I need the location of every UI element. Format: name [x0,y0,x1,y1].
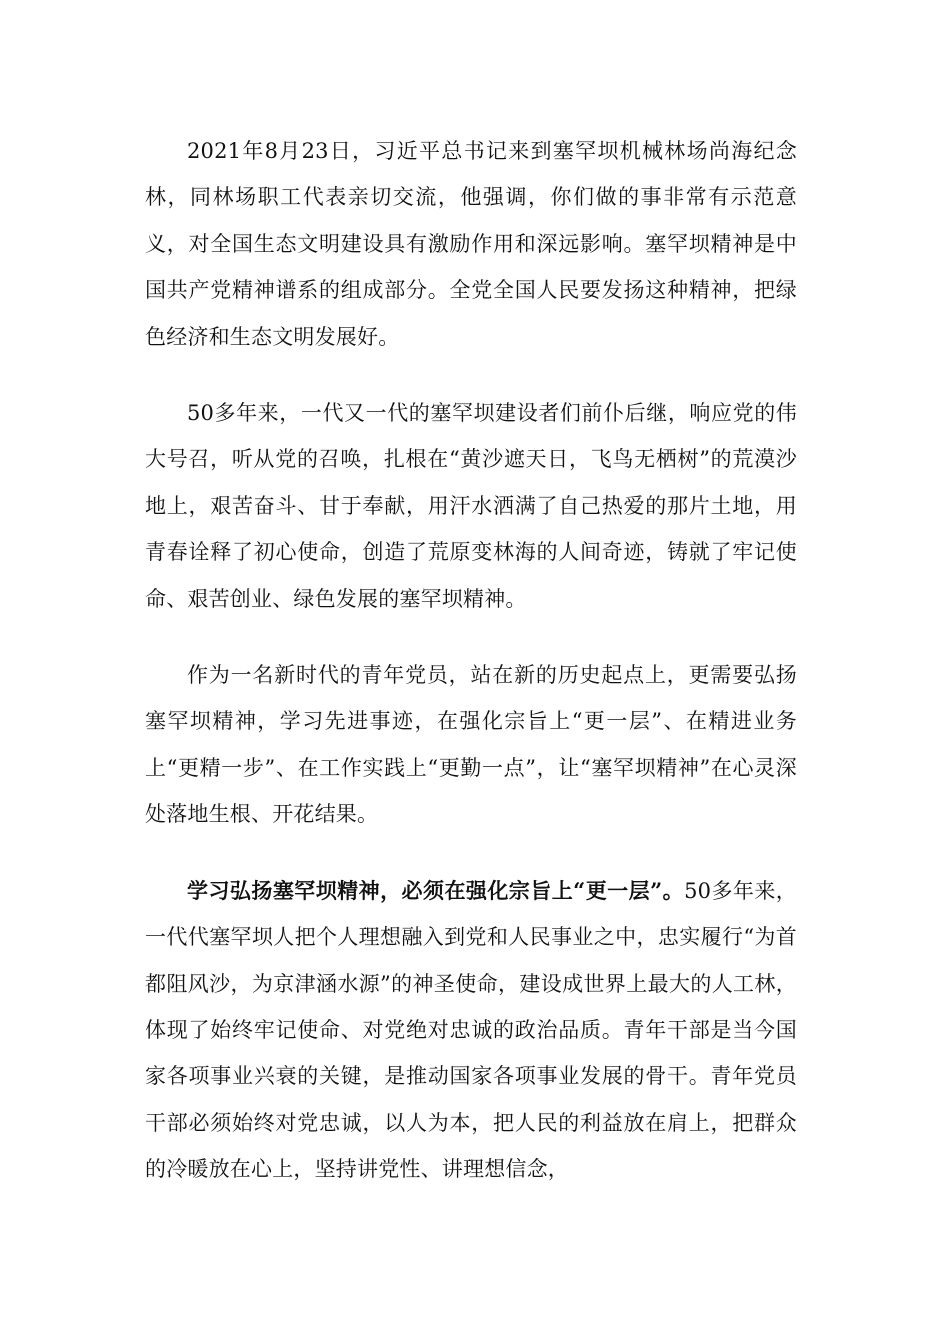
paragraph-4-lead: 学习弘扬塞罕坝精神，必须在强化宗旨上“更一层”。 [187,877,685,903]
document-body [145,128,797,1223]
paragraph-3-text: 作为一名新时代的青年党员，站在新的历史起点上，更需要弘扬塞罕坝精神，学习先进事迹，在强化宗旨上“更一层”、在精进业务上“更精一步”、在工作实践上“更勤一点”，让“塞罕坝精神”在心灵深处落地生根、开花结果。 [145,663,797,827]
paragraph-4 [145,868,797,1193]
paragraph-1-text: 2021年8月23日，习近平总书记来到塞罕坝机械林场尚海纪念林，同林场职工代表亲切交流，他强调，你们做的事非常有示范意义，对全国生态文明建设具有激励作用和深远影响。塞罕坝精神是中国共产党精神谱系的组成部分。全党全国人民要发扬这种精神，把绿色经济和生态文明发展好。 [145,139,797,349]
paragraph-2-text: 50多年来，一代又一代的塞罕坝建设者们前仆后继，响应党的伟大号召，听从党的召唤，扎根在“黄沙遮天日，飞鸟无栖树”的荒漠沙地上，艰苦奋斗、甘于奉献，用汗水洒满了自己热爱的那片土地，用青春诠释了初心使命，创造了荒原变林海的人间奇迹，铸就了牢记使命、艰苦创业、绿色发展的塞罕坝精神。 [145,401,797,611]
paragraph-1 [145,128,797,360]
paragraph-3 [145,652,797,838]
paragraph-2 [145,390,797,622]
paragraph-4-text: 50多年来，一代代塞罕坝人把个人理想融入到党和人民事业之中，忠实履行“为首都阻风沙，为京津涵水源”的神圣使命，建设成世界上最大的人工林，体现了始终牢记使命、对党绝对忠诚的政治品质。青年干部是当今国家各项事业兴衰的关键，是推动国家各项事业发展的骨干。青年党员干部必须始终对党忠诚，以人为本，把人民的利益放在肩上，把群众的冷暖放在心上，坚持讲党性、讲理想信念， [145,878,797,1182]
